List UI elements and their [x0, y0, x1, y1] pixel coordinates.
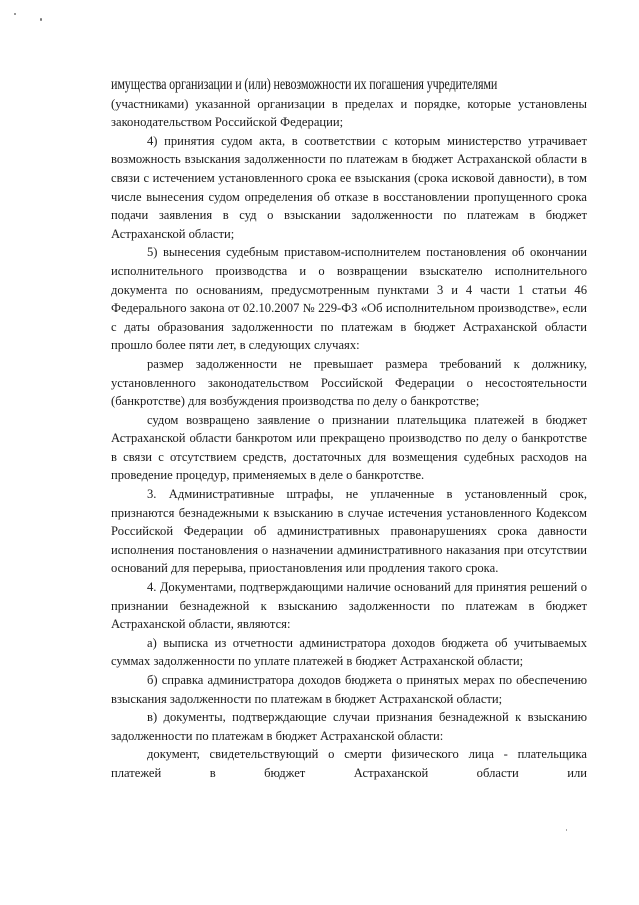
paragraph-item-4: 4) принятия судом акта, в соответствии с которым министерство утрачивает возможность взыскания задолженности по платежам в бюджет Астраханской области в связи с истечением установленного срока ее взыскания (срока исковой давности), в том числе вынесения судом определения об отказе в восстановлении пропущенного срока подачи заявления в суд о взыскании задолженности по платежам в бюджет Астраханской области;: [111, 133, 587, 241]
first-line: имущества организации и (или) невозможности их погашения учредителями: [111, 76, 498, 93]
paragraph-item-v: в) документы, подтверждающие случаи признания безнадежной к взысканию задолженности по платежам в бюджет Астраханской области:: [111, 710, 587, 743]
paragraph-case-2: судом возвращено заявление о признании плательщика платежей в бюджет Астраханской области банкротом или прекращено производство по делу о банкротстве в связи с отсутствием средств, достаточных для возмещения судебных расходов на проведение процедур, применяемых в деле о банкротстве.: [111, 412, 587, 483]
scan-speck: [566, 829, 567, 831]
paragraph-case-1: размер задолженности не превышает размера требований к должнику, установленного законодательством Российской Федерации о несостоятельности (банкротстве) для возбуждения производства по делу о банкротстве;: [111, 356, 587, 409]
paragraph-death-document: документ, свидетельствующий о смерти физического лица - плательщика платежей в бюджет Астраханской области или: [111, 747, 587, 780]
scan-speck: [14, 13, 16, 15]
scan-speck: [40, 18, 42, 21]
paragraph-item-5: 5) вынесения судебным приставом-исполнителем постановления об окончании исполнительного производства и о возвращении взыскателю исполнительного документа по основаниям, предусмотренным пунктами 3 и 4 части 1 статьи 46 Федерального закона от 02.10.2007 № 229-ФЗ «Об исполнительном производстве», если с даты образования задолженности по платежам в бюджет Астраханской области прошло более пяти лет, в следующих случаях:: [111, 245, 587, 353]
paragraph-section-3: 3. Административные штрафы, не уплаченные в установленный срок, признаются безнадежными к взысканию в случае истечения установленного Кодексом Российской Федерации об административных правонарушениях срока давности исполнения постановления о назначении административного наказания при отсутствии оснований для перерыва, приостановления или продления такого срока.: [111, 487, 587, 576]
paragraph-text: (участниками) указанной организации в пределах и порядке, которые установлены законодательством Российской Федерации;: [111, 96, 587, 130]
paragraph-section-4: 4. Документами, подтверждающими наличие оснований для принятия решений о признании безнадежной к взысканию задолженности по платежам в бюджет Астраханской области, являются:: [111, 580, 587, 632]
document-body: [111, 76, 587, 783]
paragraph-item-b: б) справка администратора доходов бюджета о принятых мерах по обеспечению взыскания задолженности по платежам в бюджет Астраханской области;: [111, 673, 587, 706]
paragraph-continuation: [111, 76, 587, 132]
paragraph-item-a: а) выписка из отчетности администратора доходов бюджета об учитываемых суммах задолженности по уплате платежей в бюджет Астраханской области;: [111, 635, 587, 669]
